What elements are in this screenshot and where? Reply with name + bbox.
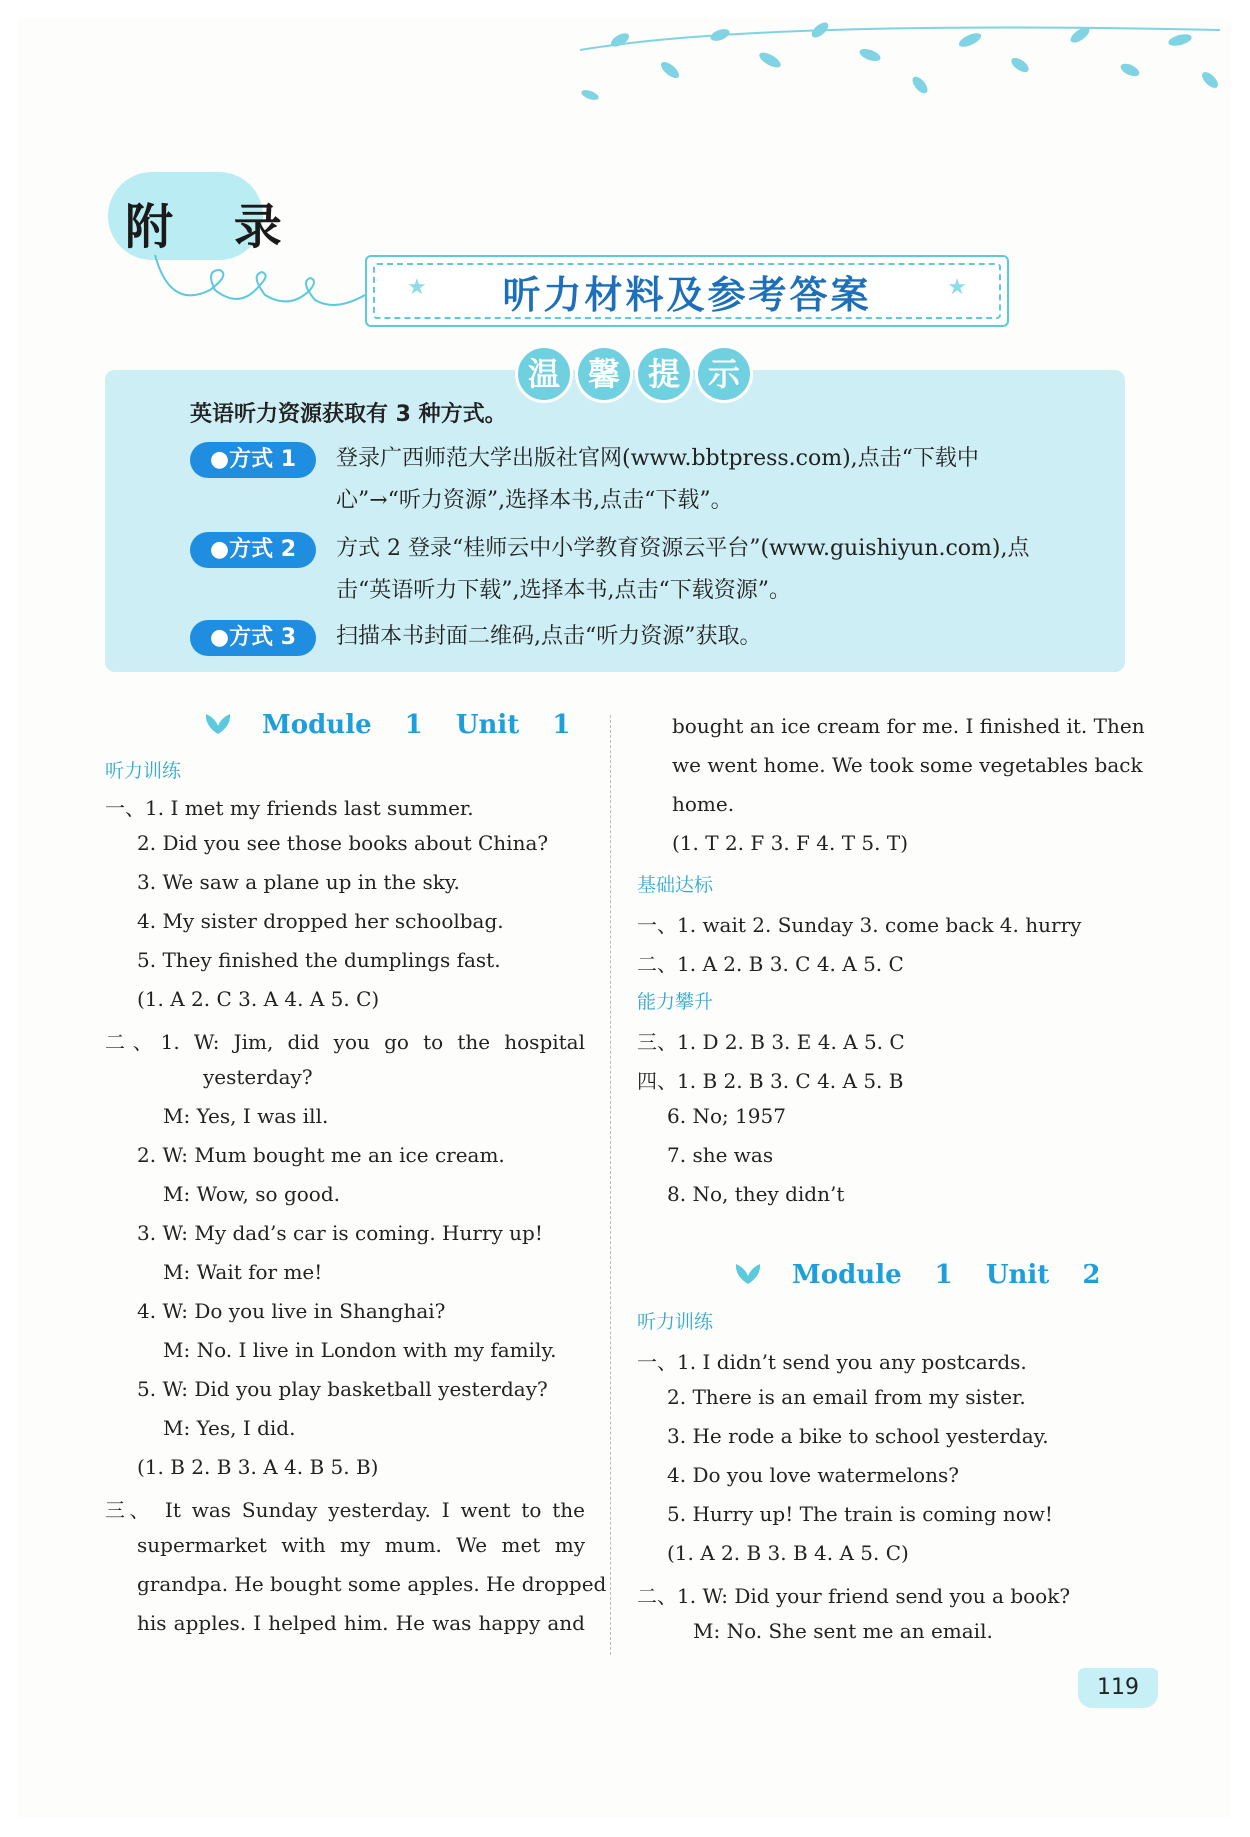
answer-line: M: Wow, so good.: [163, 1182, 340, 1206]
answer-line: 5. W: Did you play basketball yesterday?: [137, 1377, 548, 1401]
answer-line: 4. W: Do you live in Shanghai?: [137, 1299, 446, 1323]
answer-line: 3. W: My dad’s car is coming. Hurry up!: [137, 1221, 543, 1245]
method-badge: ●方式 2: [190, 532, 316, 568]
answer-line: 7. she was: [667, 1143, 774, 1167]
answer-line: 5. They finished the dumplings fast.: [137, 948, 501, 972]
section-label: 能力攀升: [637, 991, 714, 1013]
answer-line: 一、1. I didn’t send you any postcards.: [637, 1350, 1027, 1374]
section-label: 听力训练: [637, 1311, 714, 1333]
leaves-decoration: [560, 10, 1240, 120]
answer-line: M: No. I live in London with my family.: [163, 1338, 557, 1362]
method-badge: ●方式 3: [190, 620, 316, 656]
answer-line: (1. A 2. B 3. B 4. A 5. C): [667, 1541, 909, 1565]
answer-line: yesterday?: [203, 1065, 313, 1089]
answer-line: 二、1. A 2. B 3. C 4. A 5. C: [637, 952, 904, 976]
method-text: 扫描本书封面二维码,点击“听力资源”获取。: [336, 624, 762, 649]
answer-line: grandpa. He bought some apples. He dropped: [137, 1572, 607, 1596]
answer-line: 2. Did you see those books about China?: [137, 831, 549, 855]
answer-line: 4. My sister dropped her schoolbag.: [137, 909, 504, 933]
module-heading: Module 1 Unit 1: [262, 710, 571, 740]
answer-line: (1. B 2. B 3. A 4. B 5. B): [137, 1455, 379, 1479]
answer-line: 6. No; 1957: [667, 1104, 786, 1128]
answer-line: bought an ice cream for me. I finished it. Then: [672, 714, 1145, 738]
answer-line: M: Wait for me!: [163, 1260, 323, 1284]
leaf-icon: [733, 1262, 763, 1286]
tips-heading-char: 提: [635, 345, 693, 403]
answer-line: 二、1. W: Jim, did you go to the hospital: [105, 1030, 585, 1054]
star-icon: ★: [947, 275, 967, 300]
method-text: 登录广西师范大学出版社官网(www.bbtpress.com),点击“下载中心”→“听力资源”,选择本书,点击“下载”。: [336, 446, 979, 513]
tips-intro: 英语听力资源获取有 3 种方式。: [190, 402, 507, 427]
answer-line: 3. We saw a plane up in the sky.: [137, 870, 460, 894]
answer-line: 3. He rode a bike to school yesterday.: [667, 1424, 1049, 1448]
page-number: 119: [1078, 1668, 1158, 1708]
method-1: [190, 442, 1056, 522]
module-heading: Module 1 Unit 2: [792, 1260, 1101, 1290]
answer-line: (1. A 2. C 3. A 4. A 5. C): [137, 987, 380, 1011]
answer-line: 一、1. I met my friends last summer.: [105, 796, 474, 820]
answer-line: 5. Hurry up! The train is coming now!: [667, 1502, 1053, 1526]
section-label: 基础达标: [637, 874, 714, 896]
answer-line: 4. Do you love watermelons?: [667, 1463, 959, 1487]
leaf-icon: [203, 712, 233, 736]
tips-heading: [515, 345, 753, 403]
tips-heading-char: 示: [695, 345, 753, 403]
answer-line: M: Yes, I did.: [163, 1416, 296, 1440]
tips-heading-char: 馨: [575, 345, 633, 403]
answer-line: M: No. She sent me an email.: [693, 1619, 993, 1643]
answer-line: 2. W: Mum bought me an ice cream.: [137, 1143, 505, 1167]
star-icon: ★: [407, 275, 427, 300]
section-label: 听力训练: [105, 760, 182, 782]
answer-line: 2. There is an email from my sister.: [667, 1385, 1026, 1409]
answer-line: 一、1. wait 2. Sunday 3. come back 4. hurry: [637, 913, 1082, 937]
answer-line: (1. T 2. F 3. F 4. T 5. T): [672, 831, 909, 855]
banner-box: [365, 255, 1009, 327]
swirl-decoration: [150, 250, 370, 320]
method-3: [190, 620, 1056, 658]
answer-line: 三、1. D 2. B 3. E 4. A 5. C: [637, 1030, 905, 1054]
answer-line: home.: [672, 792, 735, 816]
method-badge: ●方式 1: [190, 442, 316, 478]
answer-line: 四、1. B 2. B 3. C 4. A 5. B: [637, 1069, 904, 1093]
column-divider: [610, 715, 611, 1655]
answer-line: 二、1. W: Did your friend send you a book?: [637, 1584, 1071, 1608]
appendix-title: 附 录: [125, 199, 304, 255]
banner-title: 听力材料及参考答案: [502, 272, 872, 317]
answer-line: we went home. We took some vegetables back: [672, 753, 1143, 777]
tips-heading-char: 温: [515, 345, 573, 403]
answer-line: 8. No, they didn’t: [667, 1182, 845, 1206]
answer-line: supermarket with my mum. We met my: [137, 1533, 585, 1557]
answer-line: his apples. I helped him. He was happy and: [137, 1611, 585, 1635]
answer-line: M: Yes, I was ill.: [163, 1104, 329, 1128]
method-text: 方式 2 登录“桂师云中小学教育资源云平台”(www.guishiyun.com),点击“英语听力下载”,选择本书,点击“下载资源”。: [336, 536, 1030, 603]
answer-line: 三、 It was Sunday yesterday. I went to the: [105, 1498, 585, 1522]
method-2: [190, 532, 1056, 612]
